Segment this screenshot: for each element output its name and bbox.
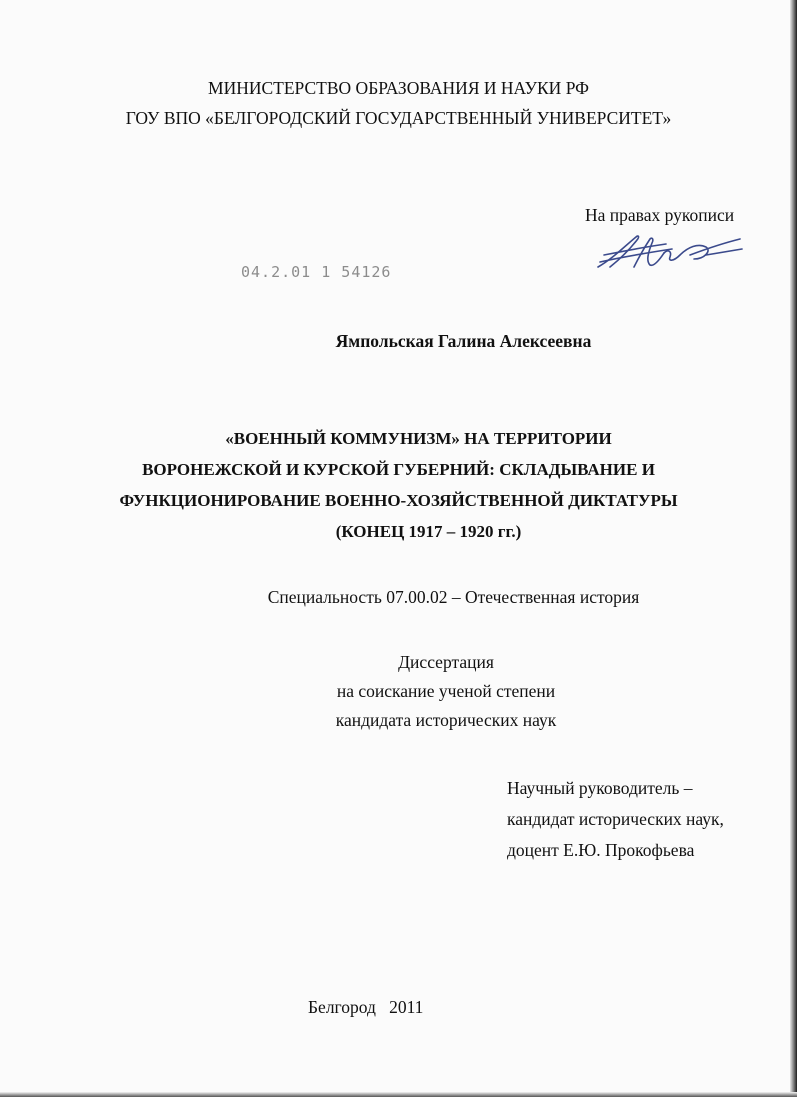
dissertation-line-3: кандидата исторических наук (335, 710, 557, 730)
title-line-4: (КОНЕЦ 1917 – 1920 гг.) (335, 522, 522, 541)
supervisor-line-2: кандидат исторических наук, (507, 809, 724, 829)
title-line-3: ФУНКЦИОНИРОВАНИЕ ВОЕННО-ХОЗЯЙСТВЕННОЙ ДИКТАТУРЫ (119, 491, 678, 510)
supervisor-line-1: Научный руководитель – (507, 778, 693, 798)
title-line-2: ВОРОНЕЖСКОЙ И КУРСКОЙ ГУБЕРНИЙ: СКЛАДЫВАНИЕ И (142, 460, 655, 479)
author-name: Ямпольская Галина Алексеевна (335, 331, 592, 351)
speciality-line: Специальность 07.00.02 – Отечественная история (267, 587, 640, 607)
dissertation-line-1: Диссертация (398, 652, 494, 672)
city-year: Белгород 2011 (308, 997, 424, 1017)
university-heading: ГОУ ВПО «БЕЛГОРОДСКИЙ ГОСУДАРСТВЕННЫЙ УНИВЕРСИТЕТ» (125, 108, 672, 128)
title-line-1: «ВОЕННЫЙ КОММУНИЗМ» НА ТЕРРИТОРИИ (225, 429, 612, 448)
supervisor-line-3: доцент Е.Ю. Прокофьева (507, 840, 695, 860)
inventory-stamp: 04.2.01 1 54126 (241, 263, 392, 281)
signature-icon (594, 229, 744, 275)
scan-edge-bottom (0, 1092, 797, 1097)
scan-edge-right (790, 0, 797, 1097)
manuscript-note: На правах рукописи (585, 205, 735, 225)
dissertation-line-2: на соискание ученой степени (336, 681, 556, 701)
ministry-heading: МИНИСТЕРСТВО ОБРАЗОВАНИЯ И НАУКИ РФ (208, 78, 589, 98)
